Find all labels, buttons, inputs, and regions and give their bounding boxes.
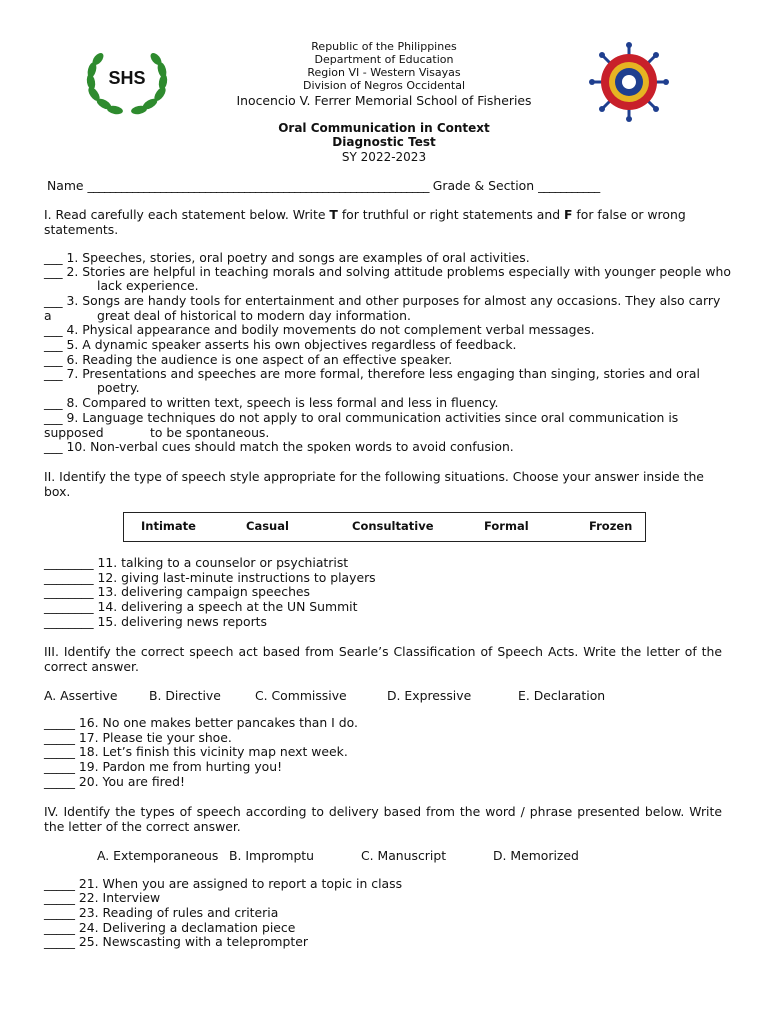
choice-d-memorized: D. Memorized: [493, 848, 579, 863]
choice-c-commissive: C. Commissive: [255, 688, 347, 703]
choice-e-declaration: E. Declaration: [518, 688, 606, 703]
header-line-3: Region VI - Western Visayas: [307, 66, 461, 79]
item-9-cont: to be spontaneous.: [150, 425, 270, 440]
choice-a-extemporaneous: A. Extemporaneous: [97, 848, 219, 863]
item-11: ________ 11. talking to a counselor or psychiatrist: [44, 555, 349, 570]
item-15: ________ 15. delivering news reports: [44, 614, 267, 629]
name-blank[interactable]: _____________________________________________________________: [87, 178, 429, 193]
name-label: Name: [47, 178, 88, 193]
item-12: ________ 12. giving last-minute instructions to players: [44, 570, 376, 585]
part2-instruction-cont: box.: [44, 484, 71, 499]
part2-instruction: II. Identify the type of speech style appropriate for the following situations. Choose your answer inside the: [44, 469, 704, 484]
grade-section-label: Grade & Section: [428, 178, 539, 193]
part1-instruction: [44, 207, 686, 222]
item-17: _____ 17. Please tie your shoe.: [44, 730, 232, 745]
item-16: _____ 16. No one makes better pancakes than I do.: [44, 715, 358, 730]
header-line-1: Republic of the Philippines: [311, 40, 457, 53]
item-5: ___ 5. A dynamic speaker asserts his own objectives regardless of feedback.: [44, 337, 517, 352]
test-subtitle: Diagnostic Test: [332, 135, 436, 149]
item-20: _____ 20. You are fired!: [44, 774, 185, 789]
header-line-2: Department of Education: [314, 53, 454, 66]
part4-instruction: IV. Identify the types of speech according to delivery based from the word / phrase presented below. Write: [44, 804, 722, 819]
choice-c-manuscript: C. Manuscript: [361, 848, 447, 863]
item-4: ___ 4. Physical appearance and bodily movements do not complement verbal messages.: [44, 322, 595, 337]
item-7-cont: poetry.: [97, 380, 140, 395]
choice-b-directive: B. Directive: [149, 688, 221, 703]
item-2: ___ 2. Stories are helpful in teaching morals and solving attitude problems especially with younger people who: [44, 264, 731, 279]
name-row: [47, 178, 600, 193]
choice-intimate: Intimate: [141, 519, 196, 533]
item-22: _____ 22. Interview: [44, 890, 161, 905]
choice-b-impromptu: B. Impromptu: [229, 848, 315, 863]
choice-frozen: Frozen: [589, 519, 633, 533]
choice-a-assertive: A. Assertive: [44, 688, 118, 703]
item-8: ___ 8. Compared to written text, speech is less formal and less in fluency.: [44, 395, 499, 410]
item-9-prefix: supposed: [44, 425, 104, 440]
school-name: Inocencio V. Ferrer Memorial School of Fisheries: [236, 93, 532, 108]
part4-instruction-cont: the letter of the correct answer.: [44, 819, 241, 834]
choice-casual: Casual: [246, 519, 289, 533]
part3-instruction-cont: correct answer.: [44, 659, 139, 674]
item-25: _____ 25. Newscasting with a teleprompter: [44, 934, 308, 949]
part1-instr-b: for truthful or right statements and: [337, 207, 565, 222]
item-3-prefix: a: [44, 308, 52, 323]
item-10: ___ 10. Non-verbal cues should match the spoken words to avoid confusion.: [44, 439, 514, 454]
item-3: ___ 3. Songs are handy tools for entertainment and other purposes for almost any occasions. They also carry: [44, 293, 721, 308]
item-9: ___ 9. Language techniques do not apply to oral communication activities since oral communication is: [44, 410, 679, 425]
speech-style-choices-box: [123, 512, 646, 542]
choice-consultative: Consultative: [352, 519, 434, 533]
choice-d-expressive: D. Expressive: [387, 688, 472, 703]
item-6: ___ 6. Reading the audience is one aspect of an effective speaker.: [44, 352, 453, 367]
false-marker: F: [564, 207, 573, 222]
item-3-cont: great deal of historical to modern day information.: [97, 308, 411, 323]
item-2-cont: lack experience.: [97, 278, 199, 293]
true-marker: T: [329, 207, 338, 222]
item-24: _____ 24. Delivering a declamation piece: [44, 920, 296, 935]
item-21: _____ 21. When you are assigned to report a topic in class: [44, 876, 403, 891]
header-line-4: Division of Negros Occidental: [302, 79, 466, 92]
part1-instr-c: for false or wrong: [572, 207, 686, 222]
part1-instr-a: I. Read carefully each statement below. Write: [44, 207, 330, 222]
item-7: ___ 7. Presentations and speeches are more formal, therefore less engaging than singing, stories and oral: [44, 366, 700, 381]
item-14: ________ 14. delivering a speech at the UN Summit: [44, 599, 358, 614]
item-19: _____ 19. Pardon me from hurting you!: [44, 759, 283, 774]
item-13: ________ 13. delivering campaign speeches: [44, 584, 311, 599]
choice-formal: Formal: [484, 519, 529, 533]
part3-instruction: III. Identify the correct speech act based from Searle’s Classification of Speech Acts. Write the letter of the: [44, 644, 722, 659]
school-year: SY 2022-2023: [341, 150, 427, 164]
item-23: _____ 23. Reading of rules and criteria: [44, 905, 279, 920]
grade-section-blank[interactable]: ___________: [538, 178, 600, 193]
part1-instruction-cont: statements.: [44, 222, 119, 237]
item-1: ___ 1. Speeches, stories, oral poetry and songs are examples of oral activities.: [44, 250, 530, 265]
shs-logo-text: SHS: [108, 68, 146, 88]
item-18: _____ 18. Let’s finish this vicinity map next week.: [44, 744, 348, 759]
test-title: Oral Communication in Context: [278, 121, 490, 135]
